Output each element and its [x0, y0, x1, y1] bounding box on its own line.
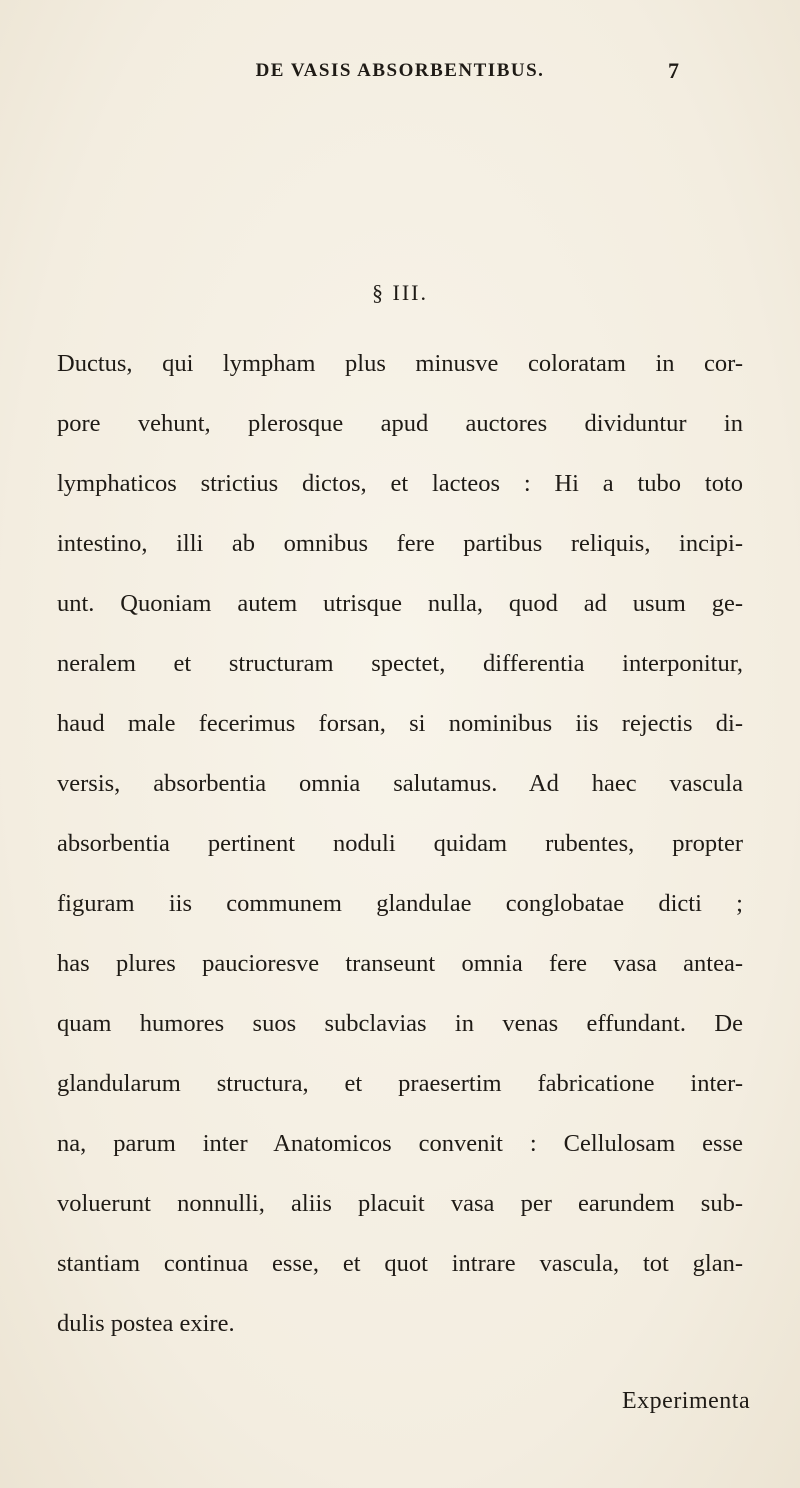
text-line: pore vehunt, plerosque apud auctores dividuntur in — [57, 410, 743, 437]
text-line: absorbentia pertinent noduli quidam rubentes, propter — [57, 830, 743, 857]
text-line: glandularum structura, et praesertim fabricatione inter- — [57, 1070, 743, 1097]
text-line: figuram iis communem glandulae conglobatae dicti ; — [57, 890, 743, 917]
text-line: intestino, illi ab omnibus fere partibus reliquis, incipi- — [57, 530, 743, 557]
running-head — [0, 60, 800, 82]
text-line: na, parum inter Anatomicos convenit : Cellulosam esse — [57, 1130, 743, 1157]
text-line: dulis postea exire. — [57, 1310, 235, 1337]
text-line: Ductus, qui lympham plus minusve coloratam in cor- — [57, 350, 743, 377]
text-line: quam humores suos subclavias in venas effundant. De — [57, 1010, 743, 1037]
text-line: haud male fecerimus forsan, si nominibus iis rejectis di- — [57, 710, 743, 737]
text-line: stantiam continua esse, et quot intrare vascula, tot glan- — [57, 1250, 743, 1277]
text-line: versis, absorbentia omnia salutamus. Ad haec vascula — [57, 770, 743, 797]
text-line: has plures paucioresve transeunt omnia fere vasa antea- — [57, 950, 743, 977]
text-line: neralem et structuram spectet, differentia interponitur, — [57, 650, 743, 677]
text-line: lymphaticos strictius dictos, et lacteos : Hi a tubo toto — [57, 470, 743, 497]
catchword: Experimenta — [622, 1388, 751, 1414]
text-line: unt. Quoniam autem utrisque nulla, quod ad usum ge- — [57, 590, 743, 617]
text-line: voluerunt nonnulli, aliis placuit vasa per earundem sub- — [57, 1190, 743, 1217]
section-heading: § III. — [372, 280, 428, 305]
running-title: DE VASIS ABSORBENTIBUS. — [255, 60, 545, 81]
page-number: 7 — [668, 58, 679, 83]
